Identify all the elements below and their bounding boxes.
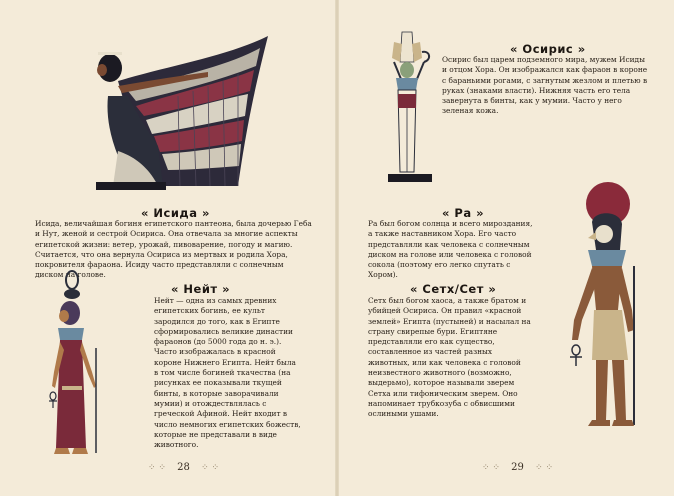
neith-description: Нейт — одна из самых древних египетских богинь, ее культ зародился до того, как в Египте сформировались великие династии фараонов (до 5000 года до н. э.). Часто изображалась в красной короне Нижнего Египта. Нейт была в том числе богиней ткачества (на рисунках ее показывали ткущей бинты, в которые заворачивали мумии) и отождествлялась с греческой Афиной. Нейт входит в число немногих египетских божеств, которые не представали в виде животного. [154,296,301,450]
osiris-illustration [380,22,440,192]
set-title: « Сетх/Сет » [410,282,497,296]
neith-illustration [40,268,110,468]
ornament-icon: ⁘ ⁘ [201,463,220,473]
page-number-right-value: 29 [511,462,524,473]
osiris-title: « Осирис » [510,42,586,56]
page-number-left-value: 28 [177,462,190,473]
ornament-icon: ⁘ ⁘ [535,463,554,473]
ra-title: « Ра » [442,206,485,220]
ra-illustration [548,180,658,440]
book-gutter [335,0,339,496]
ornament-icon: ⁘ ⁘ [482,463,500,473]
osiris-description: Осирис был царем подземного мира, мужем Исиды и отцом Хора. Он изображался как фараон в короне с бараньими рогами, с загнутым жезлом и плетью в руках (знаками власти). Нижняя часть его тела завернута в бинты, как у мумии. Часто у него зеленая кожа. [442,55,648,116]
set-description: Сетх был богом хаоса, а также братом и убийцей Осириса. Он правил «красной землей» Египта (пустыней) и насылал на страну свирепые бури. Египтяне представляли его как существо, составленное из частей разных животных, или как человека с головой неизвестного животного (возможно, выдерьмо), которое называли зверем Сетха или тифоническим зверем. Оно напоминает трубкозуба с обвисшими ослиными ушами. [368,296,531,419]
ornament-icon: ⁘ ⁘ [148,463,166,473]
ra-description: Ра был богом солнца и всего мироздания, а также наставником Хора. Его часто представляли как человека с солнечным диском на голове или человека с головой сокола (поэтому его легко спутать с Хором). [368,219,533,280]
neith-title: « Нейт » [171,282,231,296]
page-number-left [148,462,219,473]
isis-title: « Исида » [141,206,210,220]
isis-illustration [88,36,288,196]
isis-description: Исида, величайшая богиня египетского пантеона, была дочерью Геба и Нут, женой и сестрой Осириса. Она отвечала за многие аспекты египетской жизни: ветер, урожай, пивоварение, погоду и магию. Считается, что она вернула Осириса из мертвых и родила Хора, покровителя фараона. Исиду часто представляли с солнечным диском на голове. [35,219,312,280]
page-number-right [482,462,553,473]
